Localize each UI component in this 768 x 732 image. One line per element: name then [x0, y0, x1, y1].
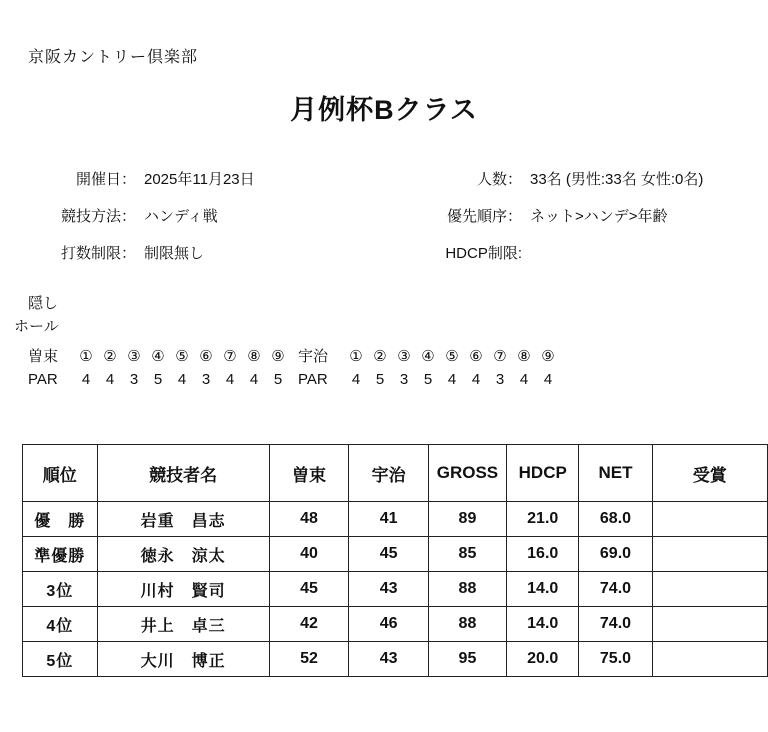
par-value: 3 [201, 370, 211, 388]
cell-hdcp: 16.0 [507, 537, 579, 572]
course-uji-par-values [344, 368, 560, 391]
meta-priority-label: 優先順序： [446, 208, 522, 225]
cell-uji: 43 [349, 642, 429, 677]
cell-rank: 優 勝 [23, 502, 98, 537]
par-value: 4 [225, 370, 235, 388]
par-value: 3 [495, 370, 505, 388]
hole-number: ③ [397, 347, 411, 365]
hole-number: ⑥ [199, 347, 213, 365]
hole-number: ⑨ [271, 347, 285, 365]
hole-number: ⑤ [175, 347, 189, 365]
par-value: 4 [351, 370, 361, 388]
cell-award [652, 537, 767, 572]
cell-gross: 85 [428, 537, 506, 572]
meta-strokes-value: 制限無し [144, 245, 205, 262]
meta-count [418, 168, 703, 189]
cell-gross: 89 [428, 502, 506, 537]
meta-row-limits [28, 242, 748, 263]
column-header-rank: 順位 [23, 445, 98, 502]
meta-date-value: 2025年11月23日 [144, 171, 255, 188]
column-header-hdcp: HDCP [507, 445, 579, 502]
cell-hdcp: 14.0 [507, 572, 579, 607]
par-value: 4 [177, 370, 187, 388]
meta-strokes [28, 242, 418, 263]
course-sonare-name: 曽束 [28, 347, 59, 365]
hole-number: ③ [127, 347, 141, 365]
meta-row-method [28, 205, 748, 226]
meta-hdcp-limit [418, 242, 530, 263]
cell-sonare: 42 [269, 607, 349, 642]
hole-number: ⑧ [517, 347, 531, 365]
cell-player: 大川 博正 [97, 642, 269, 677]
table-row [23, 642, 768, 677]
column-header-gross: GROSS [428, 445, 506, 502]
cell-uji: 43 [349, 572, 429, 607]
meta-count-label: 人数： [476, 171, 522, 188]
hidden-holes-section [14, 292, 568, 391]
table-row [23, 537, 768, 572]
par-value: 4 [249, 370, 259, 388]
cell-player: 川村 賢司 [97, 572, 269, 607]
hole-number: ⑥ [469, 347, 483, 365]
course-sonare-par-values [74, 368, 290, 391]
course-sonare-par-label: PAR [28, 370, 58, 388]
meta-method-label: 競技方法： [60, 208, 136, 225]
cell-hdcp: 14.0 [507, 607, 579, 642]
course-uji-par-label: PAR [298, 370, 328, 388]
cell-rank: 準優勝 [23, 537, 98, 572]
cell-net: 68.0 [579, 502, 652, 537]
par-value: 3 [129, 370, 139, 388]
meta-hdcp-label: HDCP制限: [445, 245, 522, 262]
meta-count-value: 33名 (男性:33名 女性:0名) [530, 171, 704, 188]
hole-number: ④ [151, 347, 165, 365]
cell-net: 74.0 [579, 572, 652, 607]
meta-priority [418, 205, 668, 226]
hole-number: ② [103, 347, 117, 365]
cell-gross: 88 [428, 607, 506, 642]
table-header-row [23, 445, 768, 502]
column-header-net: NET [579, 445, 652, 502]
cell-award [652, 572, 767, 607]
cell-uji: 46 [349, 607, 429, 642]
course-sonare [28, 345, 298, 392]
cell-uji: 41 [349, 502, 429, 537]
meta-method-value: ハンディ戦 [144, 208, 218, 225]
results-table [22, 444, 768, 677]
cell-rank: 4位 [23, 607, 98, 642]
par-value: 4 [519, 370, 529, 388]
cell-sonare: 40 [269, 537, 349, 572]
par-value: 4 [471, 370, 481, 388]
cell-award [652, 502, 767, 537]
meta-date-label: 開催日： [75, 171, 136, 188]
par-value: 4 [105, 370, 115, 388]
page-title: 月例杯Bクラス [290, 95, 478, 125]
par-value: 5 [423, 370, 433, 388]
cell-award [652, 607, 767, 642]
cell-sonare: 45 [269, 572, 349, 607]
hole-number: ① [79, 347, 93, 365]
par-value: 4 [447, 370, 457, 388]
cell-sonare: 48 [269, 502, 349, 537]
column-header-player: 競技者名 [97, 445, 269, 502]
hidden-holes-label-line1: 隠し [28, 295, 59, 312]
hole-number: ① [349, 347, 363, 365]
par-value: 3 [399, 370, 409, 388]
hole-number: ⑧ [247, 347, 261, 365]
cell-player: 岩重 昌志 [97, 502, 269, 537]
cell-player: 井上 卓三 [97, 607, 269, 642]
column-header-award: 受賞 [652, 445, 767, 502]
cell-sonare: 52 [269, 642, 349, 677]
hidden-holes-label-line2: ホール [14, 318, 59, 336]
course-sonare-hole-numbers [74, 345, 290, 368]
competition-meta [28, 168, 748, 279]
cell-net: 74.0 [579, 607, 652, 642]
meta-row-date [28, 168, 748, 189]
cell-hdcp: 21.0 [507, 502, 579, 537]
hole-number: ⑦ [493, 347, 507, 365]
table-row [23, 572, 768, 607]
hole-number: ② [373, 347, 387, 365]
cell-hdcp: 20.0 [507, 642, 579, 677]
cell-gross: 95 [428, 642, 506, 677]
column-header-sonare: 曽束 [269, 445, 349, 502]
column-header-uji: 宇治 [349, 445, 429, 502]
par-value: 5 [375, 370, 385, 388]
course-uji [298, 345, 568, 392]
course-uji-pars [298, 368, 568, 391]
meta-date [28, 168, 418, 189]
course-uji-hole-numbers [344, 345, 560, 368]
hole-number: ⑨ [541, 347, 555, 365]
meta-method [28, 205, 418, 226]
cell-rank: 3位 [23, 572, 98, 607]
cell-award [652, 642, 767, 677]
table-row [23, 607, 768, 642]
cell-rank: 5位 [23, 642, 98, 677]
course-uji-holes [298, 345, 568, 368]
club-name: 京阪カントリー倶楽部 [28, 49, 199, 66]
cell-player: 徳永 涼太 [97, 537, 269, 572]
cell-gross: 88 [428, 572, 506, 607]
hole-number: ④ [421, 347, 435, 365]
par-value: 5 [273, 370, 283, 388]
cell-net: 75.0 [579, 642, 652, 677]
meta-priority-value: ネット>ハンデ>年齢 [530, 208, 668, 225]
hole-number: ⑤ [445, 347, 459, 365]
par-value: 4 [81, 370, 91, 388]
par-value: 4 [543, 370, 553, 388]
cell-net: 69.0 [579, 537, 652, 572]
course-sonare-pars [28, 368, 298, 391]
course-uji-name: 宇治 [298, 347, 329, 365]
meta-strokes-label: 打数制限： [60, 245, 136, 262]
cell-uji: 45 [349, 537, 429, 572]
par-value: 5 [153, 370, 163, 388]
course-par-block [14, 345, 568, 392]
table-row [23, 502, 768, 537]
hole-number: ⑦ [223, 347, 237, 365]
course-sonare-holes [28, 345, 298, 368]
